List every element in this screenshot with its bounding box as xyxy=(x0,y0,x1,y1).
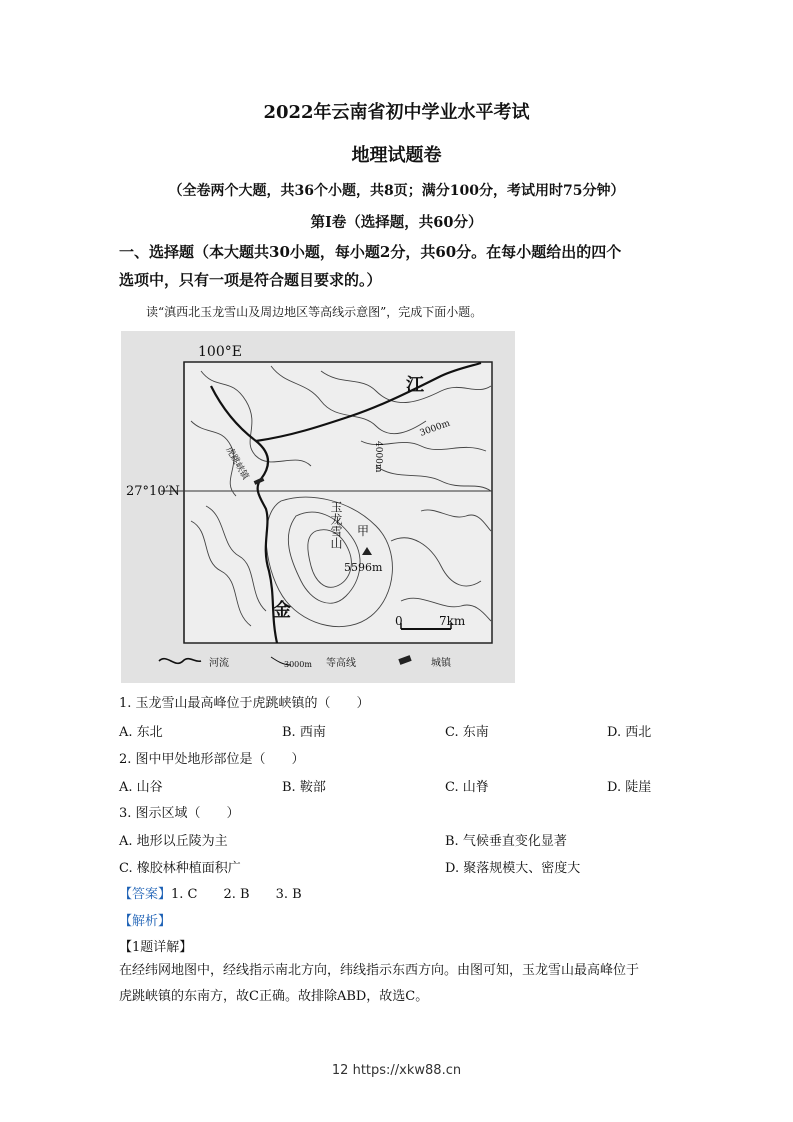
section-line-2: 选项中，只有一项是符合题目要求的。） xyxy=(119,271,382,289)
legend-contour-value: 3000m xyxy=(284,660,312,669)
exam-subtitle: 地理试题卷 xyxy=(351,145,442,166)
q1-option-a: A. 东北 xyxy=(119,725,163,740)
analysis-paragraph xyxy=(119,958,679,1010)
analysis-line-1: 在经纬网地图中，经线指示南北方向，纬线指示东西方向。由图可知，玉龙雪山最高峰位于 xyxy=(119,963,640,978)
legend-river-label: 河流 xyxy=(209,658,229,669)
answer-label: 【答案】 xyxy=(119,887,172,902)
intro-text: 读“滇西北玉龙雪山及周边地区等高线示意图”，完成下面小题。 xyxy=(146,305,483,319)
section-heading xyxy=(119,238,679,294)
gorge-town-label: 虎跳峡镇 xyxy=(223,445,251,482)
contour-map xyxy=(121,331,515,683)
river-label-jin: 金 xyxy=(273,600,291,621)
q1-option-c: C. 东南 xyxy=(445,725,489,740)
point-jia-label: 甲 xyxy=(357,524,370,538)
question-1: 1. 玉龙雪山最高峰位于虎跳峡镇的（ ） xyxy=(119,696,370,711)
q1-option-b: B. 西南 xyxy=(282,725,326,740)
q3-option-b: B. 气候垂直变化显著 xyxy=(445,834,567,849)
exam-info: （全卷两个大题，共36个小题，共8页；满分100分，考试用时75分钟） xyxy=(168,183,625,199)
analysis-line-2: 虎跳峡镇的东南方，故C正确。故排除ABD，故选C。 xyxy=(119,989,429,1004)
q2-option-d: D. 陡崖 xyxy=(607,780,652,795)
peak-elevation-label: 5596m xyxy=(344,561,383,574)
contour-4000-label: 4000m xyxy=(373,441,383,473)
legend-contour-label: 等高线 xyxy=(326,658,356,669)
question-2: 2. 图中甲处地形部位是（ ） xyxy=(119,752,305,767)
q3-option-c: C. 橡胶林种植面积广 xyxy=(119,861,241,876)
q3-option-a: A. 地形以丘陵为主 xyxy=(119,834,228,849)
analysis-label: 【解析】 xyxy=(119,914,172,929)
q3-option-d: D. 聚落规模大、密度大 xyxy=(445,861,581,876)
mountain-label: 玉龙雪山 xyxy=(329,501,343,549)
latitude-label: 27°10′N xyxy=(126,484,180,499)
scale-zero-label: 0 xyxy=(395,614,403,628)
contour-map-svg xyxy=(121,331,515,683)
q2-option-c: C. 山脊 xyxy=(445,780,489,795)
river-label: 江 xyxy=(406,375,424,396)
answer-text: 1. C 2. B 3. B xyxy=(171,887,302,902)
scale-end-label: 7km xyxy=(439,614,466,628)
answer-line xyxy=(119,883,302,902)
q2-option-b: B. 鞍部 xyxy=(282,780,326,795)
legend-town-label: 城镇 xyxy=(431,658,451,669)
longitude-label: 100°E xyxy=(198,344,242,360)
analysis-sub-label: 【1题详解】 xyxy=(119,940,193,955)
contour-3000-label: 3000m xyxy=(418,418,452,439)
question-3: 3. 图示区域（ ） xyxy=(119,806,240,821)
page-footer: 12 https://xkw88.cn xyxy=(331,1063,462,1078)
q1-option-d: D. 西北 xyxy=(607,725,652,740)
section-line-1: 一、选择题（本大题共30小题，每小题2分，共60分。在每小题给出的四个 xyxy=(119,243,622,261)
exam-title: 2022年云南省初中学业水平考试 xyxy=(263,102,530,123)
volume-heading: 第Ⅰ卷（选择题，共60分） xyxy=(310,214,483,231)
q2-option-a: A. 山谷 xyxy=(119,780,163,795)
